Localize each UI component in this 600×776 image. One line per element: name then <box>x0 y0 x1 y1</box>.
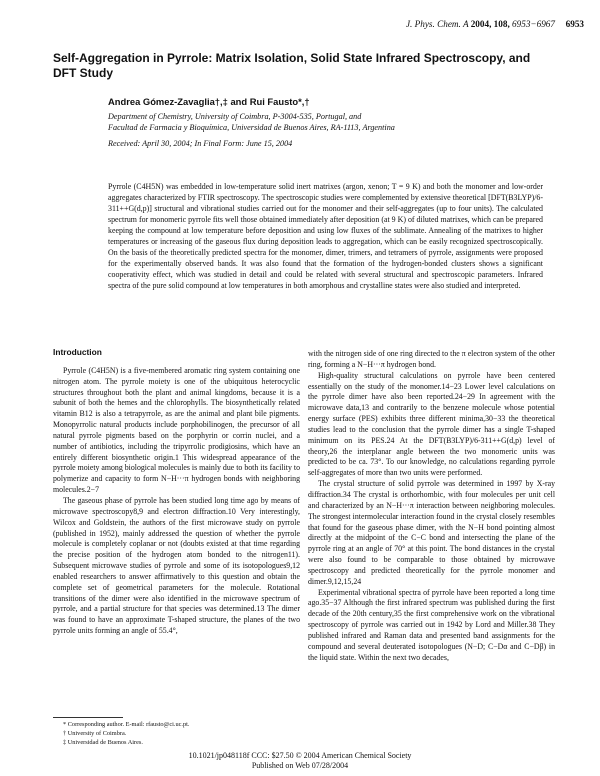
footnote-rule <box>53 717 123 718</box>
paragraph: The gaseous phase of pyrrole has been studied long time ago by means of microwave spectroscopy8,9 and electron diffraction.10 Very interestingly, Wilcox and Goldstein, the authors of the first microwave study on pyrrole (published in 1952), mainly addressed the question of whether the pyrrole molecule is completely coplanar or not (doubts existed at that time regarding the precise position of the hydrogen atom bonded to the nitrogen11). Subsequent microwave studies of pyrrole and some of its isotopologues9,12 enabled researchers to answer affirmatively to this question and obtain the complete set of geometrical parameters for the molecule. Rotational transitions of the dimer were also identified in the microwave spectrum of pyrrole, and a partial structure for that species was determined.13 The dimer was found to have an approximate T-shaped structure, the planes of the two pyrrole units forming an angle of 55.4°, <box>53 495 300 636</box>
paragraph: Experimental vibrational spectra of pyrrole have been reported a long time ago.35−37 Although the first infrared spectrum was published during the first decade of the 20th century,35 the first comprehensive work on the vibrational spectroscopy of pyrrole was carried out in 1942 by Lord and Miller.38 They published infrared and Raman data and presented band assignments for the compound and several deuterated isotopologues (N−D; C−Dα and C−Dβ) in the liquid state. Within the next two decades, <box>308 587 555 662</box>
affiliations <box>108 111 395 133</box>
paragraph: Pyrrole (C4H5N) is a five-membered aromatic ring system containing one nitrogen atom. The pyrrole moiety is one of the ubiquitous heterocyclic structures throughout both the plant and animal kingdoms, because it is a subunit of both the hemes and the chlorophylls. The biosynthetically related vitamin B12 is also a tetrapyrrole, as are the animal and plant bile pigments. Monopyrrolic natural products include porphobilinogen, the precursor of all natural pyrrole pigments based on the porphyrin or corrin nuclei, and a number of antibiotics, including the tripyrrolic prodigiosins, which have an entirely different biosynthetic origin.1 This widespread appearance of the pyrrole moiety among biological molecules is mainly due to both its facility to polymerize and capacity to form N−H···π hydrogen bonds with neighboring molecules.2−7 <box>53 365 300 495</box>
page-footer <box>0 751 600 770</box>
abstract: Pyrrole (C4H5N) was embedded in low-temperature solid inert matrixes (argon, xenon; T = 9 K) and both the monomer and low-order aggregates characterized by FTIR spectroscopy. The spectroscopic studies were complemented by extensive theoretical [DFT(B3LYP)/6-311++G(d,p)] structural and vibrational studies carried out for the monomer and their self-aggregates (up to four units). The calculated spectrum for monomeric pyrrole fits well those obtained immediately after deposition (at 9 K) of diluted matrixes, which can be prepared keeping the compound at low temperature before deposition and using low fluxes of the sublimate. Annealing of the matrixes to higher temperatures or increasing of the gaseous flux during deposition leads to aggregation, which can be easily recognized spectroscopically. On the basis of the theoretically predicted spectra for the monomer, dimer, trimers, and tetramers of pyrrole, assignments were proposed for the experimentally observed bands. It was also found that the formation of the hydrogen-bonded clusters shows a significant cooperativity effect, which was studied in detail and could be related with several structural and spectroscopic parameters. Infrared spectra of the pure solid compound at low temperatures in both amorphous and crystalline states were also studied and interpreted. <box>108 182 543 291</box>
paragraph: The crystal structure of solid pyrrole was determined in 1997 by X-ray diffraction.34 The crystal is orthorhombic, with four molecules per unit cell and characterized by an N−H···π interaction between neighboring molecules. The strongest intermolecular interaction found in the crystal closely resembles that found for the gaseous phase dimer, with the N−H bond pointing almost directly at the midpoint of the C−C bond and intersecting the plane of the pyrrole ring at an angle of 70° at this point. The bond distances in the crystal were also found to be comparable to those obtained by microwave spectroscopy and predicted theoretically for the pyrrole monomer and dimer.9,12,15,24 <box>308 479 555 586</box>
column-right <box>308 349 555 663</box>
received-dates: Received: April 30, 2004; In Final Form: June 15, 2004 <box>108 139 293 148</box>
paragraph: High-quality structural calculations on pyrrole have been centered essentially on the study of the monomer.14−23 Lower level calculations on the pyrrole dimer have also been reported.24−29 In agreement with the microwave data,13 and contrarily to the benzene molecule whose potential energy surface (PES) exhibits three different minima,30−33 the theoretical studies lead to the conclusion that the pyrrole dimer has a single T-shaped minimum on its PES.24 At the DFT(B3LYP)/6-311++G(d,p) level of theory,26 the interplanar angle between the two monomeric units was predicted to be ca. 73°. To our knowledge, no calculations regarding pyrrole self-aggregates of more than two units were performed. <box>308 370 555 478</box>
footnote: † University of Coimbra. <box>63 730 127 737</box>
footnotes <box>63 720 189 747</box>
published-date: Published on Web 07/28/2004 <box>251 760 349 770</box>
footnote: * Corresponding author. E-mail: rfausto@ci.uc.pt. <box>63 721 190 728</box>
journal-citation: J. Phys. Chem. A 2004, 108, 6953−6967 <box>405 19 555 29</box>
doi-line: 10.1021/jp048118f CCC: $27.50 © 2004 American Chemical Society <box>188 751 412 760</box>
paragraph: with the nitrogen side of one ring directed to the π electron system of the other ring, forming a N−H···π hydrogen bond. <box>308 349 555 369</box>
footnote: ‡ Universidad de Buenos Aires. <box>63 739 143 746</box>
running-header <box>0 19 600 33</box>
paper-title: Self-Aggregation in Pyrrole: Matrix Isolation, Solid State Infrared Spectroscopy, and DFT Study <box>53 51 531 80</box>
section-heading: Introduction <box>53 347 102 357</box>
column-left <box>53 347 300 637</box>
authors: Andrea Gómez-Zavaglia†,‡ and Rui Fausto*,† <box>108 96 310 107</box>
page-number: 6953 <box>565 19 584 29</box>
affiliation-line: Department of Chemistry, University of Coimbra, P-3004-535, Portugal, and <box>108 112 362 121</box>
affiliation-line: Facultad de Farmacia y Bioquímica, Universidad de Buenos Aires, RA-1113, Argentina <box>108 123 395 132</box>
